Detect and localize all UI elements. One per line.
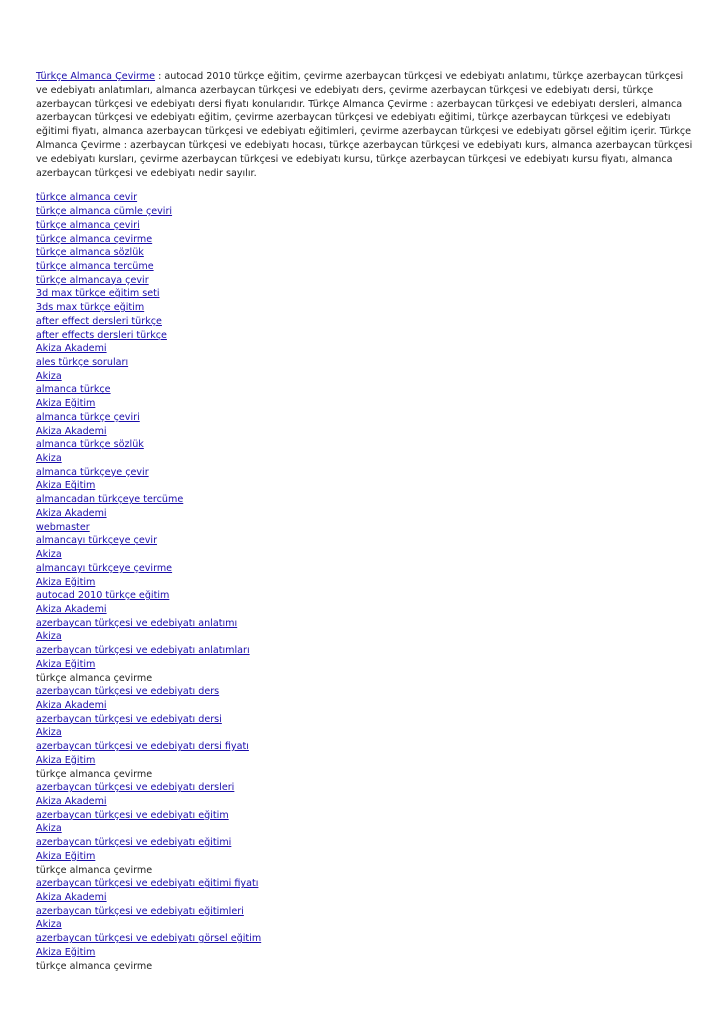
keyword-link[interactable]: azerbaycan türkçesi ve edebiyatı eğitimleri	[36, 905, 244, 917]
list-item	[36, 315, 696, 329]
list-item	[36, 219, 696, 233]
keyword-link[interactable]: Akiza Akademi	[36, 507, 107, 519]
list-item	[36, 370, 696, 384]
keyword-text: türkçe almanca çevirme	[36, 672, 153, 684]
keyword-link[interactable]: Akiza Eğitim	[36, 754, 96, 766]
list-item	[36, 548, 696, 562]
keyword-link[interactable]: almanca türkçeye çevir	[36, 466, 149, 478]
list-item	[36, 274, 696, 288]
list-item	[36, 781, 696, 795]
list-item	[36, 562, 696, 576]
keyword-link[interactable]: Akiza Akademi	[36, 796, 107, 807]
keyword-link[interactable]: Akiza	[36, 453, 62, 465]
keyword-link[interactable]: Akiza	[36, 631, 62, 643]
keyword-text: türkçe almanca çevirme	[36, 768, 153, 780]
intro-title-link[interactable]: Türkçe Almanca Çevirme	[36, 71, 156, 82]
list-item	[36, 768, 696, 782]
keyword-link[interactable]: türkçe almanca çevirme	[36, 233, 153, 245]
list-item	[36, 521, 696, 535]
list-item	[36, 946, 696, 960]
list-item	[36, 905, 696, 919]
list-item	[36, 617, 696, 631]
list-item	[36, 205, 696, 219]
keyword-link[interactable]: türkçe almanca çeviri	[36, 219, 140, 231]
keyword-link[interactable]: azerbaycan türkçesi ve edebiyatı görsel eğitim	[36, 933, 262, 945]
intro-paragraph	[36, 70, 696, 180]
keyword-link[interactable]: türkçe almancaya çevir	[36, 274, 149, 286]
keyword-link[interactable]: almancadan türkçeye tercüme	[36, 494, 184, 506]
keyword-link[interactable]: 3d max türkçe eğitim seti	[36, 288, 160, 300]
keyword-link[interactable]: almancayı türkçeye çevirme	[36, 562, 173, 574]
list-item	[36, 301, 696, 315]
list-item	[36, 864, 696, 878]
keyword-link[interactable]: Akiza	[36, 370, 62, 382]
list-item	[36, 342, 696, 356]
list-item	[36, 466, 696, 480]
keyword-link[interactable]: azerbaycan türkçesi ve edebiyatı dersleri	[36, 782, 235, 794]
list-item	[36, 754, 696, 768]
keyword-link[interactable]: azerbaycan türkçesi ve edebiyatı eğitimi	[36, 837, 232, 849]
keyword-link[interactable]: Akiza Akademi	[36, 892, 107, 904]
keyword-link[interactable]: ales türkçe soruları	[36, 357, 129, 368]
list-item	[36, 960, 696, 974]
list-item	[36, 534, 696, 548]
list-item	[36, 383, 696, 397]
list-item	[36, 356, 696, 370]
keyword-link[interactable]: almanca türkçe	[36, 384, 111, 396]
list-item	[36, 891, 696, 905]
list-item	[36, 850, 696, 864]
list-item	[36, 191, 696, 205]
keyword-link-list	[36, 191, 696, 973]
list-item	[36, 507, 696, 521]
list-item	[36, 699, 696, 713]
keyword-text: türkçe almanca çevirme	[36, 864, 153, 876]
list-item	[36, 233, 696, 247]
list-item	[36, 630, 696, 644]
list-item	[36, 918, 696, 932]
keyword-link[interactable]: Akiza	[36, 549, 62, 561]
keyword-link[interactable]: Akiza Eğitim	[36, 480, 96, 492]
document-page	[36, 70, 696, 973]
keyword-link[interactable]: türkçe almanca cevir	[36, 192, 138, 204]
intro-text: : autocad 2010 türkçe eğitim, çevirme azerbaycan türkçesi ve edebiyatı anlatımı, türkçe azerbaycan türkçesi ve edebiyatı anlatımları, almanca azerbaycan türkçesi ve edebiyatı ders, çevirme azerbaycan türkçesi ve edebiyatı dersi, türkçe azerbaycan türkçesi ve edebiyatı dersi fiyatı konularıdır. Türkçe Almanca Çevirme : azerbaycan türkçesi ve edebiyatı dersleri, almanca azerbaycan türkçesi ve edebiyatı eğitim, çevirme azerbaycan türkçesi ve edebiyatı eğitimi, türkçe azerbaycan türkçesi ve edebiyatı eğitimi fiyatı, almanca azerbaycan türkçesi ve edebiyatı eğitimleri, çevirme azerbaycan türkçesi ve edebiyatı görsel eğitim içerir. Türkçe Almanca Çevirme : azerbaycan türkçesi ve edebiyatı hocası, türkçe azerbaycan türkçesi ve edebiyatı kurs, almanca azerbaycan türkçesi ve edebiyatı kursları, çevirme azerbaycan türkçesi ve edebiyatı kursu, türkçe azerbaycan türkçesi ve edebiyatı kursu fiyatı, almanca azerbaycan türkçesi ve edebiyatı nedir sayılır.	[36, 71, 693, 179]
keyword-link[interactable]: türkçe almanca cümle çeviri	[36, 206, 173, 218]
list-item	[36, 452, 696, 466]
keyword-link[interactable]: Akiza Eğitim	[36, 576, 96, 588]
list-item	[36, 685, 696, 699]
list-item	[36, 672, 696, 686]
list-item	[36, 411, 696, 425]
keyword-link[interactable]: almanca türkçe sözlük	[36, 439, 144, 451]
keyword-link[interactable]: almancayı türkçeye çevir	[36, 535, 158, 547]
list-item	[36, 603, 696, 617]
list-item	[36, 877, 696, 891]
keyword-link[interactable]: azerbaycan türkçesi ve edebiyatı dersi	[36, 713, 222, 725]
keyword-link[interactable]: Akiza	[36, 919, 62, 931]
list-item	[36, 438, 696, 452]
list-item	[36, 589, 696, 603]
keyword-link[interactable]: Akiza Akademi	[36, 699, 107, 711]
keyword-link[interactable]: Akiza Eğitim	[36, 850, 96, 862]
list-item	[36, 809, 696, 823]
list-item	[36, 822, 696, 836]
list-item	[36, 836, 696, 850]
keyword-link[interactable]: türkçe almanca sözlük	[36, 247, 144, 259]
keyword-link[interactable]: azerbaycan türkçesi ve edebiyatı anlatımı	[36, 617, 238, 629]
keyword-link[interactable]: Akiza Akademi	[36, 603, 107, 615]
list-item	[36, 425, 696, 439]
list-item	[36, 726, 696, 740]
list-item	[36, 740, 696, 754]
keyword-link[interactable]: autocad 2010 türkçe eğitim	[36, 590, 170, 602]
keyword-link[interactable]: Akiza	[36, 823, 62, 835]
keyword-link[interactable]: Akiza Eğitim	[36, 658, 96, 670]
keyword-link[interactable]: türkçe almanca tercüme	[36, 260, 154, 272]
keyword-link[interactable]: Akiza Akademi	[36, 343, 107, 355]
list-item	[36, 795, 696, 809]
keyword-link[interactable]: azerbaycan türkçesi ve edebiyatı anlatımları	[36, 645, 250, 657]
keyword-link[interactable]: azerbaycan türkçesi ve edebiyatı eğitimi fiyatı	[36, 878, 259, 890]
keyword-link[interactable]: after effect dersleri türkçe	[36, 315, 162, 327]
keyword-link[interactable]: azerbaycan türkçesi ve edebiyatı dersi fiyatı	[36, 741, 249, 753]
list-item	[36, 493, 696, 507]
list-item	[36, 644, 696, 658]
keyword-link[interactable]: almanca türkçe çeviri	[36, 411, 140, 423]
keyword-text: türkçe almanca çevirme	[36, 960, 153, 972]
list-item	[36, 260, 696, 274]
keyword-link[interactable]: Akiza Akademi	[36, 425, 107, 437]
keyword-link[interactable]: Akiza Eğitim	[36, 946, 96, 958]
keyword-link[interactable]: 3ds max türkçe eğitim	[36, 302, 145, 314]
keyword-link[interactable]: after effects dersleri türkçe	[36, 329, 167, 341]
list-item	[36, 329, 696, 343]
list-item	[36, 932, 696, 946]
list-item	[36, 576, 696, 590]
list-item	[36, 479, 696, 493]
list-item	[36, 658, 696, 672]
list-item	[36, 287, 696, 301]
keyword-link[interactable]: webmaster	[36, 521, 90, 533]
list-item	[36, 246, 696, 260]
keyword-link[interactable]: azerbaycan türkçesi ve edebiyatı ders	[36, 686, 220, 698]
keyword-link[interactable]: Akiza Eğitim	[36, 398, 96, 410]
keyword-link[interactable]: Akiza	[36, 727, 62, 739]
keyword-link[interactable]: azerbaycan türkçesi ve edebiyatı eğitim	[36, 809, 229, 821]
list-item	[36, 397, 696, 411]
list-item	[36, 713, 696, 727]
